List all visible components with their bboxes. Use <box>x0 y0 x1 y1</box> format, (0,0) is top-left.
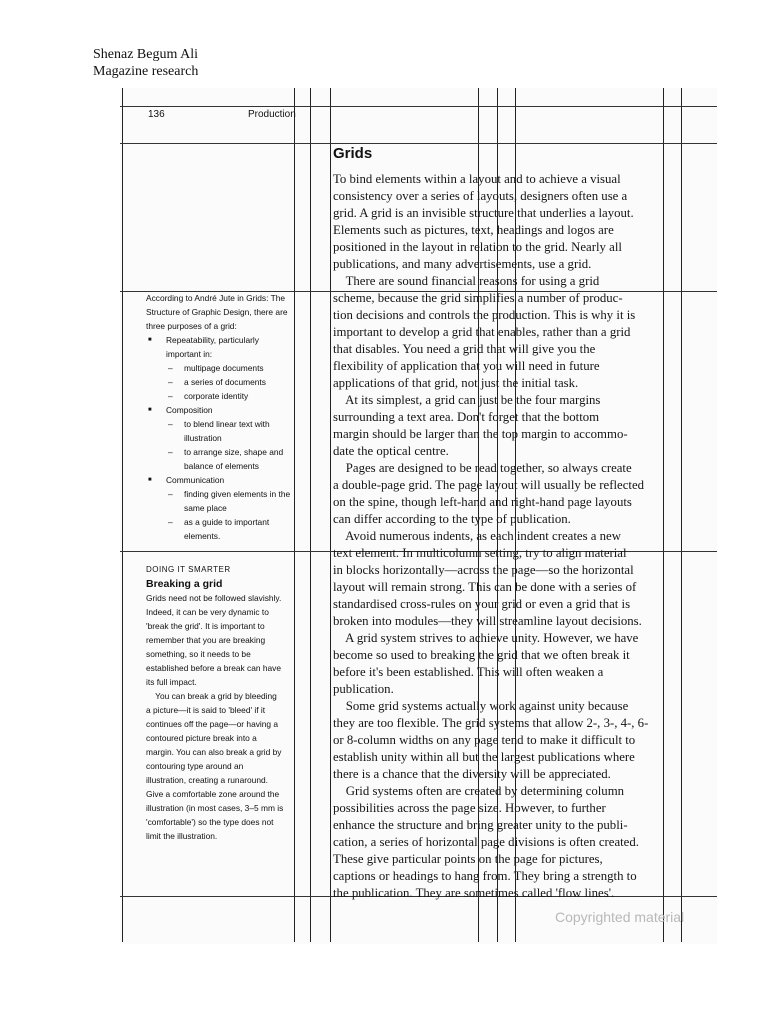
body-line: Elements such as pictures, text, headings and logos are <box>333 223 614 237</box>
body-line: captions or headings to hang from. They bring a strength to <box>333 869 637 883</box>
dash-icon: – <box>168 363 173 373</box>
tip-line: contouring type around an <box>146 761 244 771</box>
body-line: establish unity within all but the largest publications where <box>333 750 635 764</box>
dash-icon: – <box>168 391 173 401</box>
sidebar-list-text: a series of documents <box>184 377 266 387</box>
sidebar-list-text: to blend linear text with <box>184 419 270 429</box>
tip-line: illustration, creating a runaround. <box>146 775 268 785</box>
body-line: applications of that grid, not just the initial task. <box>333 376 579 390</box>
tip-line: illustration (in most cases, 3–5 mm is <box>146 803 284 813</box>
sidebar-intro-line: According to André Jute in Grids: The <box>146 293 286 303</box>
sidebar-list-item <box>146 431 306 445</box>
sidebar-list <box>146 333 306 543</box>
body-line: There are sound financial reasons for using a grid <box>333 274 600 288</box>
tip-title: Breaking a grid <box>146 578 223 590</box>
tip-line: You can break a grid by bleeding <box>146 691 277 701</box>
body-line: a double-page grid. The page layout will usually be reflected <box>333 478 645 492</box>
sidebar-list-text: multipage documents <box>184 363 264 373</box>
dash-icon: – <box>168 517 173 527</box>
tip-line: remember that you are breaking <box>146 635 266 645</box>
body-line: they are too flexible. The grid systems that allow 2-, 3-, 4-, 6- <box>333 716 649 730</box>
sidebar-list-item <box>146 459 306 473</box>
sidebar-list-item <box>146 389 306 403</box>
body-line: before it's been established. This will often weaken a <box>333 665 604 679</box>
author-subtitle: Magazine research <box>93 64 199 79</box>
sidebar-list-item <box>146 515 306 529</box>
sidebar-list-text: to arrange size, shape and <box>184 447 284 457</box>
page-heading: Grids <box>333 145 373 162</box>
sidebar-intro <box>146 291 306 333</box>
tip-line: established before a break can have <box>146 663 282 673</box>
body-line: cation, a series of horizontal page divisions is often created. <box>333 835 639 849</box>
body-line: text element. In multicolumn setting, try to align material <box>333 546 627 560</box>
body-line: Some grid systems actually work against unity because <box>333 699 629 713</box>
sidebar-list-text: elements. <box>184 531 221 541</box>
sidebar-list-text: finding given elements in the <box>184 489 291 499</box>
author-name: Shenaz Begum Ali <box>93 47 198 62</box>
body-line: flexibility of application that you will need in future <box>333 359 600 373</box>
body-line: tion decisions and controls the production. This is why it is <box>333 308 636 322</box>
body-line: layout will remain strong. This can be done with a series of <box>333 580 637 594</box>
body-line: margin should be larger than the top margin to accommo- <box>333 427 628 441</box>
body-line: in blocks horizontally—across the page—so the horizontal <box>333 563 634 577</box>
tip-line: a picture—it is said to 'bleed' if it <box>146 705 266 715</box>
sidebar-intro-line: Structure of Graphic Design, there are <box>146 307 288 317</box>
body-line: publication. <box>333 682 394 696</box>
sidebar-list-item <box>146 473 306 487</box>
sidebar-list-item <box>146 445 306 459</box>
sidebar-list-item <box>146 529 306 543</box>
tip-line: its full impact. <box>146 677 197 687</box>
sidebar-list-item <box>146 333 306 347</box>
tip-line: limit the illustration. <box>146 831 218 841</box>
sidebar-list-item <box>146 403 306 417</box>
sidebar-list-item <box>146 501 306 515</box>
body-line: positioned in the layout in relation to the grid. Nearly all <box>333 240 622 254</box>
tip-line: Grids need not be followed slavishly. <box>146 593 282 603</box>
dash-icon: – <box>168 377 173 387</box>
sidebar-list-text: as a guide to important <box>184 517 270 527</box>
dash-icon: – <box>168 419 173 429</box>
tip-kicker: DOING IT SMARTER <box>146 565 231 574</box>
sidebar-list-text: balance of elements <box>184 461 259 471</box>
body-line: At its simplest, a grid can just be the four margins <box>333 393 601 407</box>
copyright-watermark: Copyrighted material <box>555 909 685 925</box>
sidebar-list-text: corporate identity <box>184 391 249 401</box>
sidebar-list-item <box>146 417 306 431</box>
tip-line: something, so it needs to be <box>146 649 251 659</box>
body-line: broken into modules—they will streamline layout decisions. <box>333 614 642 628</box>
body-line: become so used to breaking the grid that we often break it <box>333 648 630 662</box>
tip-body <box>146 591 306 843</box>
body-line: surrounding a text area. Don't forget that the bottom <box>333 410 600 424</box>
author-block <box>93 46 198 80</box>
sidebar-list-text: Repeatability, particularly <box>166 335 259 345</box>
sidebar-intro-line: three purposes of a grid: <box>146 321 237 331</box>
sidebar-list-item <box>146 375 306 389</box>
tip-line: continues off the page—or having a <box>146 719 279 729</box>
body-line: the publication. They are sometimes called 'flow lines'. <box>333 886 615 900</box>
tip-line: Give a comfortable zone around the <box>146 789 280 799</box>
bullet-icon: ■ <box>148 477 152 483</box>
body-line: there is a chance that the diversity will be appreciated. <box>333 767 611 781</box>
body-line: that disables. You need a grid that will give you the <box>333 342 596 356</box>
body-line: A grid system strives to achieve unity. However, we have <box>333 631 639 645</box>
tip-line: margin. You can also break a grid by <box>146 747 282 757</box>
main-body-text <box>333 171 678 902</box>
sidebar-list-text: important in: <box>166 349 213 359</box>
dash-icon: – <box>168 489 173 499</box>
body-line: can differ according to the type of publication. <box>333 512 571 526</box>
body-line: Grid systems often are created by determining column <box>333 784 625 798</box>
sidebar-list-item <box>146 361 306 375</box>
body-line: To bind elements within a layout and to achieve a visual <box>333 172 621 186</box>
sidebar-list-text: Communication <box>166 475 225 485</box>
body-line: publications, and many advertisements, use a grid. <box>333 257 592 271</box>
body-line: standardised cross-rules on your grid or even a grid that is <box>333 597 631 611</box>
sidebar-list-text: same place <box>184 503 227 513</box>
sidebar-list-text: illustration <box>184 433 222 443</box>
sidebar-list-item <box>146 487 306 501</box>
bullet-icon: ■ <box>148 407 152 413</box>
sidebar-list-item <box>146 347 306 361</box>
body-line: enhance the structure and bring greater unity to the publi- <box>333 818 628 832</box>
tip-line: Indeed, it can be very dynamic to <box>146 607 269 617</box>
sidebar-list-text: Composition <box>166 405 213 415</box>
body-line: on the spine, though left-hand and right-hand page layouts <box>333 495 632 509</box>
section-title: Production <box>248 109 296 120</box>
body-line: grid. A grid is an invisible structure that underlies a layout. <box>333 206 634 220</box>
body-line: Pages are designed to be read together, so always create <box>333 461 632 475</box>
tip-line: contoured picture break into a <box>146 733 257 743</box>
tip-box <box>146 563 306 843</box>
page-number: 136 <box>148 109 165 120</box>
body-line: Avoid numerous indents, as each indent creates a new <box>333 529 621 543</box>
body-line: important to develop a grid that enables, rather than a grid <box>333 325 631 339</box>
body-line: possibilities across the page size. However, to further <box>333 801 606 815</box>
bullet-icon: ■ <box>148 337 152 343</box>
tip-line: 'break the grid'. It is important to <box>146 621 265 631</box>
body-line: date the optical centre. <box>333 444 449 458</box>
dash-icon: – <box>168 447 173 457</box>
body-line: or 8-column widths on any page tend to make it difficult to <box>333 733 636 747</box>
tip-line: 'comfortable') so the type does not <box>146 817 274 827</box>
body-line: consistency over a series of layouts, designers often use a <box>333 189 628 203</box>
body-line: These give particular points on the page for pictures, <box>333 852 603 866</box>
body-line: scheme, because the grid simplifies a number of produc- <box>333 291 623 305</box>
